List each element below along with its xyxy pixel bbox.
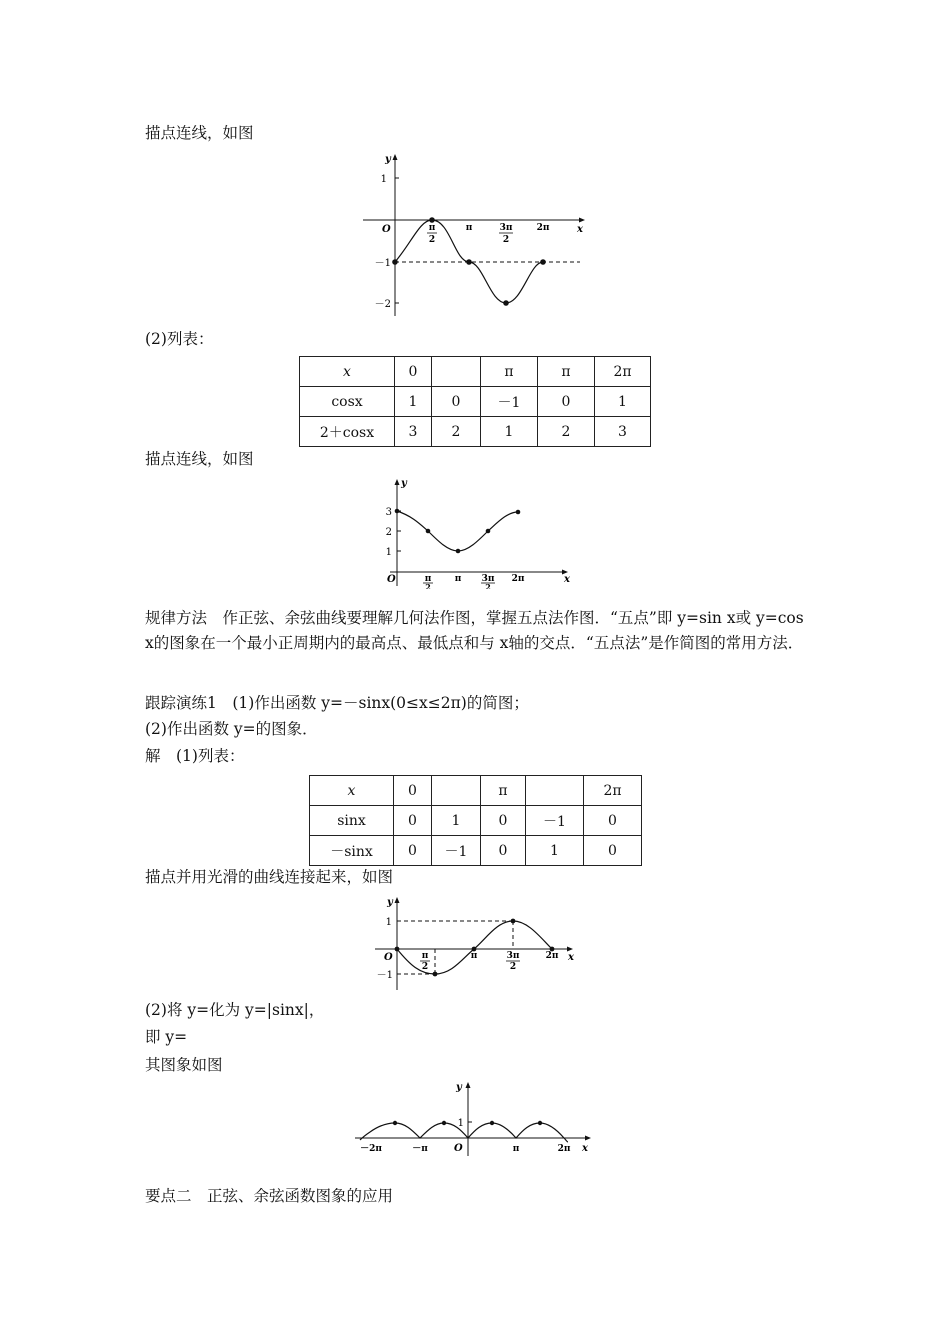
- text-graph-as: 其图象如图: [145, 1056, 223, 1074]
- y-axis-arrow: [393, 154, 398, 160]
- tick-label: －1: [374, 258, 391, 269]
- tick-label: 3π: [481, 574, 495, 584]
- point: [490, 1121, 494, 1125]
- table-cell: 1: [395, 387, 432, 417]
- point: [456, 549, 461, 554]
- text-connect-2: 描点连线，如图: [145, 450, 254, 468]
- tick-label: 3π: [499, 223, 513, 233]
- curve: [360, 1123, 568, 1142]
- x-axis-arrow: [585, 1136, 591, 1141]
- point: [486, 529, 491, 534]
- x-label: x: [582, 1143, 588, 1154]
- table-cell: 0: [394, 776, 432, 806]
- table-cell: [526, 776, 584, 806]
- table-cell: 2π: [584, 776, 642, 806]
- point: [538, 1121, 542, 1125]
- table-cell: －sinx: [310, 836, 394, 866]
- table-cell: 0: [394, 806, 432, 836]
- text-connect-1: 描点连线，如图: [145, 124, 254, 142]
- y-label: y: [387, 897, 393, 908]
- graph-1: [355, 150, 590, 320]
- table-cell: 2＋cosx: [300, 417, 395, 447]
- point: [433, 972, 438, 977]
- table-cell: 1: [481, 417, 538, 447]
- x-label: x: [568, 952, 574, 963]
- tick-label: 2π: [557, 1144, 571, 1154]
- origin-label: O: [382, 224, 391, 235]
- text-list-2: (2)列表：: [145, 330, 214, 348]
- table-cos: [299, 356, 651, 447]
- table-cell: 0: [584, 836, 642, 866]
- text-practice-2: (2)作出函数 y=的图象．: [145, 720, 318, 738]
- table-cell: 2: [432, 417, 481, 447]
- text-method: 规律方法 作正弦、余弦曲线要理解几何法作图，掌握五点法作图．“五点”即 y=sin x或 y=cos x的图象在一个最小正周期内的最高点、最低点和与 x轴的交点．“五点法”是作简图的常用方法．: [145, 609, 804, 652]
- tick-label: 2: [485, 582, 491, 589]
- table-cell: 0: [481, 836, 526, 866]
- origin-label: O: [387, 574, 396, 585]
- table-cell: π: [481, 776, 526, 806]
- graph-2: [370, 474, 580, 589]
- y-axis-arrow: [466, 1082, 471, 1088]
- tick-label: 2: [509, 962, 517, 972]
- tick-label: 1: [385, 917, 392, 928]
- point: [540, 259, 546, 265]
- table-cell: cosx: [300, 387, 395, 417]
- text-transform: (2)将 y=化为 y=|sinx|，: [145, 1001, 325, 1019]
- point: [503, 300, 509, 306]
- point: [395, 947, 400, 952]
- origin-label: O: [454, 1143, 463, 1154]
- table-cell: x: [300, 357, 395, 387]
- table-cell: 0: [394, 836, 432, 866]
- tick-label: 1: [380, 174, 387, 185]
- table-cell: 0: [584, 806, 642, 836]
- table-cell: x: [310, 776, 394, 806]
- point: [426, 529, 431, 534]
- graph-4: [350, 1078, 600, 1160]
- tick-label: 2: [425, 582, 431, 589]
- tick-label: 2: [385, 527, 392, 538]
- table-cell: －1: [526, 806, 584, 836]
- table-cell: 0: [481, 806, 526, 836]
- tick-label: π: [470, 951, 478, 961]
- tick-label: －1: [376, 970, 393, 981]
- tick-label: π: [421, 951, 429, 961]
- text-solution: 解 (1)列表：: [145, 747, 245, 765]
- tick-label: 3: [385, 507, 392, 518]
- tick-label: 2π: [511, 574, 525, 584]
- table-cell: π: [481, 357, 538, 387]
- table-cell: 1: [432, 806, 481, 836]
- table-row: [300, 387, 651, 417]
- table-cell: 2: [538, 417, 595, 447]
- table-row: [300, 417, 651, 447]
- table-cell: π: [538, 357, 595, 387]
- y-label: y: [401, 478, 407, 489]
- table-cell: 3: [395, 417, 432, 447]
- table-cell: 0: [395, 357, 432, 387]
- text-ie: 即 y=: [145, 1028, 188, 1046]
- table-cell: [432, 776, 481, 806]
- table-row: [310, 776, 642, 806]
- x-label: x: [577, 224, 583, 235]
- tick-label: π: [424, 574, 432, 584]
- y-axis-arrow: [395, 479, 400, 485]
- tick-label: 1: [457, 1118, 464, 1129]
- tick-label: 1: [385, 547, 392, 558]
- tick-label: π: [454, 574, 462, 584]
- table-cell: 0: [432, 387, 481, 417]
- table-cell: －1: [481, 387, 538, 417]
- table-cell: 1: [595, 387, 651, 417]
- table-cell: 2π: [595, 357, 651, 387]
- table-row: [310, 806, 642, 836]
- tick-label: π: [465, 223, 473, 233]
- point: [395, 509, 400, 514]
- y-label: y: [385, 154, 391, 165]
- point: [393, 1121, 397, 1125]
- tick-label: －π: [412, 1144, 428, 1154]
- x-axis-arrow: [579, 218, 585, 223]
- table-cell: 0: [538, 387, 595, 417]
- graph-3: [365, 893, 585, 993]
- tick-label: 2: [428, 235, 436, 245]
- point: [466, 259, 472, 265]
- table-cell: 1: [526, 836, 584, 866]
- table-cell: 3: [595, 417, 651, 447]
- tick-label: 2: [421, 962, 429, 972]
- point: [511, 919, 516, 924]
- tick-label: 2π: [536, 223, 550, 233]
- table-cell: [432, 357, 481, 387]
- y-label: y: [456, 1082, 462, 1093]
- origin-label: O: [384, 952, 393, 963]
- tick-label: 2: [502, 235, 510, 245]
- table-row: [300, 357, 651, 387]
- y-axis-arrow: [395, 897, 400, 903]
- x-axis-arrow: [567, 947, 573, 952]
- curve: [397, 511, 518, 551]
- table-cell: －1: [432, 836, 481, 866]
- text-connect-3: 描点并用光滑的曲线连接起来，如图: [145, 868, 394, 886]
- table-sin: [309, 775, 642, 866]
- point: [429, 217, 435, 223]
- text-practice: 跟踪演练1 (1)作出函数 y=－sinx(0≤x≤2π)的简图；: [145, 694, 529, 712]
- tick-label: π: [428, 223, 436, 233]
- text-keypoint: 要点二 正弦、余弦函数图象的应用: [145, 1187, 394, 1205]
- point: [392, 259, 398, 265]
- table-row: [310, 836, 642, 866]
- point: [516, 510, 521, 515]
- tick-label: π: [512, 1144, 520, 1154]
- tick-label: 2π: [545, 951, 559, 961]
- table-cell: sinx: [310, 806, 394, 836]
- point: [442, 1121, 446, 1125]
- tick-label: －2: [374, 299, 391, 310]
- tick-label: －2π: [360, 1144, 382, 1154]
- x-label: x: [564, 574, 570, 585]
- tick-label: 3π: [506, 951, 520, 961]
